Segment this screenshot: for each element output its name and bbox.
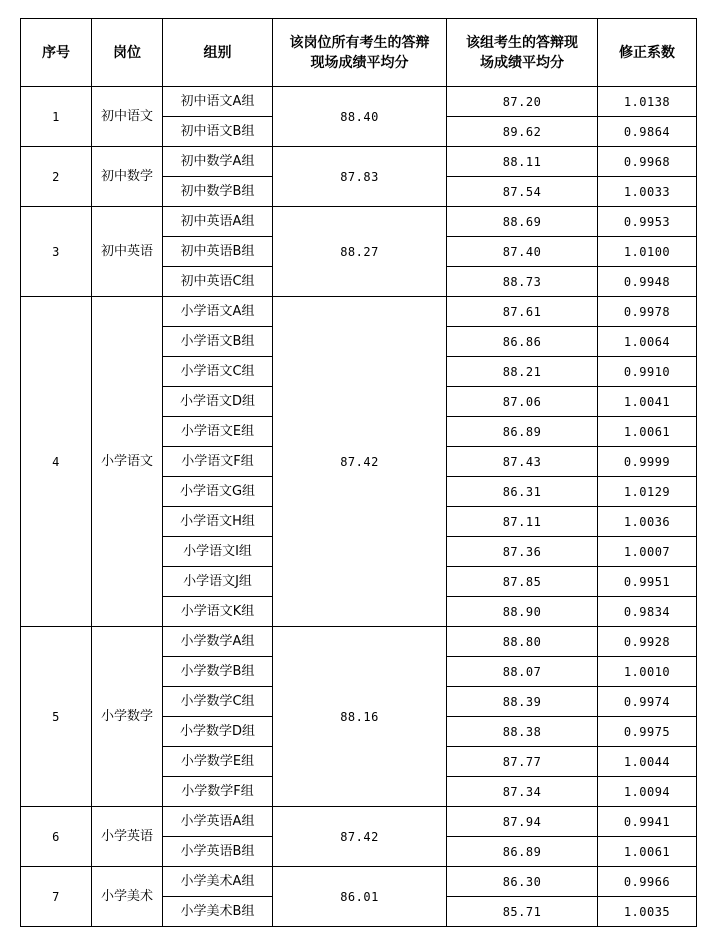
group-avg-cell: 87.43 — [447, 447, 598, 477]
position-avg-cell: 88.27 — [273, 207, 447, 297]
seq-cell: 3 — [21, 207, 92, 297]
header-coef: 修正系数 — [598, 19, 697, 87]
group-avg-cell: 87.11 — [447, 507, 598, 537]
group-avg-cell: 87.40 — [447, 237, 598, 267]
coef-cell: 1.0007 — [598, 537, 697, 567]
table-row — [21, 627, 697, 657]
header-seq: 序号 — [21, 19, 92, 87]
group-cell: 小学语文D组 — [163, 387, 273, 417]
table-row — [21, 867, 697, 897]
table-row — [21, 147, 697, 177]
seq-cell: 4 — [21, 297, 92, 627]
group-cell: 初中英语C组 — [163, 267, 273, 297]
group-avg-cell: 85.71 — [447, 897, 598, 927]
seq-cell: 6 — [21, 807, 92, 867]
group-cell: 小学语文I组 — [163, 537, 273, 567]
coef-cell: 0.9974 — [598, 687, 697, 717]
group-avg-cell: 89.62 — [447, 117, 598, 147]
group-avg-cell: 88.69 — [447, 207, 598, 237]
group-avg-cell: 88.21 — [447, 357, 598, 387]
header-avg-all: 该岗位所有考生的答辩现场成绩平均分 — [273, 19, 447, 87]
coef-cell: 0.9975 — [598, 717, 697, 747]
group-cell: 小学语文K组 — [163, 597, 273, 627]
group-avg-cell: 86.31 — [447, 477, 598, 507]
group-cell: 初中语文B组 — [163, 117, 273, 147]
coef-cell: 1.0061 — [598, 417, 697, 447]
position-cell: 小学英语 — [92, 807, 163, 867]
position-avg-cell: 87.83 — [273, 147, 447, 207]
group-cell: 小学英语B组 — [163, 837, 273, 867]
table-row — [21, 207, 697, 237]
coef-cell: 0.9968 — [598, 147, 697, 177]
coef-cell: 0.9834 — [598, 597, 697, 627]
coef-cell: 0.9928 — [598, 627, 697, 657]
group-cell: 小学美术A组 — [163, 867, 273, 897]
coef-cell: 1.0094 — [598, 777, 697, 807]
coef-cell: 0.9966 — [598, 867, 697, 897]
group-cell: 小学数学C组 — [163, 687, 273, 717]
header-row — [21, 19, 697, 87]
coef-cell: 0.9941 — [598, 807, 697, 837]
header-position: 岗位 — [92, 19, 163, 87]
table-row — [21, 297, 697, 327]
position-cell: 初中数学 — [92, 147, 163, 207]
position-cell: 小学美术 — [92, 867, 163, 927]
group-cell: 初中语文A组 — [163, 87, 273, 117]
seq-cell: 2 — [21, 147, 92, 207]
group-avg-cell: 88.80 — [447, 627, 598, 657]
position-avg-cell: 87.42 — [273, 807, 447, 867]
group-avg-cell: 87.06 — [447, 387, 598, 417]
group-cell: 小学语文C组 — [163, 357, 273, 387]
seq-cell: 1 — [21, 87, 92, 147]
group-cell: 小学数学B组 — [163, 657, 273, 687]
table-body — [21, 87, 697, 927]
group-cell: 初中数学B组 — [163, 177, 273, 207]
header-group: 组别 — [163, 19, 273, 87]
coef-cell: 1.0033 — [598, 177, 697, 207]
group-cell: 小学数学D组 — [163, 717, 273, 747]
group-avg-cell: 86.86 — [447, 327, 598, 357]
group-cell: 小学语文J组 — [163, 567, 273, 597]
group-cell: 小学数学A组 — [163, 627, 273, 657]
group-cell: 小学语文E组 — [163, 417, 273, 447]
coef-cell: 0.9953 — [598, 207, 697, 237]
group-cell: 小学数学E组 — [163, 747, 273, 777]
group-avg-cell: 86.89 — [447, 837, 598, 867]
coef-cell: 0.9948 — [598, 267, 697, 297]
coef-cell: 1.0064 — [598, 327, 697, 357]
group-avg-cell: 88.38 — [447, 717, 598, 747]
coef-cell: 1.0044 — [598, 747, 697, 777]
group-avg-cell: 88.11 — [447, 147, 598, 177]
group-avg-cell: 87.36 — [447, 537, 598, 567]
seq-cell: 7 — [21, 867, 92, 927]
position-avg-cell: 88.16 — [273, 627, 447, 807]
group-cell: 小学语文B组 — [163, 327, 273, 357]
coef-cell: 0.9864 — [598, 117, 697, 147]
coef-cell: 1.0035 — [598, 897, 697, 927]
group-cell: 小学语文F组 — [163, 447, 273, 477]
coef-cell: 1.0041 — [598, 387, 697, 417]
position-avg-cell: 87.42 — [273, 297, 447, 627]
coef-cell: 0.9910 — [598, 357, 697, 387]
group-cell: 小学语文A组 — [163, 297, 273, 327]
group-avg-cell: 88.07 — [447, 657, 598, 687]
group-avg-cell: 87.61 — [447, 297, 598, 327]
group-avg-cell: 87.54 — [447, 177, 598, 207]
group-cell: 初中英语A组 — [163, 207, 273, 237]
coef-cell: 0.9951 — [598, 567, 697, 597]
group-cell: 小学美术B组 — [163, 897, 273, 927]
position-cell: 小学数学 — [92, 627, 163, 807]
group-avg-cell: 88.90 — [447, 597, 598, 627]
coef-cell: 1.0061 — [598, 837, 697, 867]
header-avg-group: 该组考生的答辩现场成绩平均分 — [447, 19, 598, 87]
coef-cell: 1.0100 — [598, 237, 697, 267]
coef-cell: 0.9978 — [598, 297, 697, 327]
group-avg-cell: 86.30 — [447, 867, 598, 897]
position-cell: 初中英语 — [92, 207, 163, 297]
group-cell: 初中英语B组 — [163, 237, 273, 267]
group-cell: 初中数学A组 — [163, 147, 273, 177]
group-cell: 小学语文H组 — [163, 507, 273, 537]
group-avg-cell: 87.94 — [447, 807, 598, 837]
table-row — [21, 807, 697, 837]
seq-cell: 5 — [21, 627, 92, 807]
group-avg-cell: 87.20 — [447, 87, 598, 117]
score-correction-table — [20, 18, 697, 927]
position-cell: 初中语文 — [92, 87, 163, 147]
group-avg-cell: 88.39 — [447, 687, 598, 717]
position-avg-cell: 88.40 — [273, 87, 447, 147]
coef-cell: 1.0138 — [598, 87, 697, 117]
coef-cell: 1.0010 — [598, 657, 697, 687]
group-avg-cell: 87.34 — [447, 777, 598, 807]
position-cell: 小学语文 — [92, 297, 163, 627]
position-avg-cell: 86.01 — [273, 867, 447, 927]
group-avg-cell: 87.85 — [447, 567, 598, 597]
group-avg-cell: 87.77 — [447, 747, 598, 777]
table-row — [21, 87, 697, 117]
coef-cell: 1.0129 — [598, 477, 697, 507]
coef-cell: 0.9999 — [598, 447, 697, 477]
group-avg-cell: 86.89 — [447, 417, 598, 447]
group-cell: 小学英语A组 — [163, 807, 273, 837]
coef-cell: 1.0036 — [598, 507, 697, 537]
group-cell: 小学语文G组 — [163, 477, 273, 507]
group-avg-cell: 88.73 — [447, 267, 598, 297]
group-cell: 小学数学F组 — [163, 777, 273, 807]
